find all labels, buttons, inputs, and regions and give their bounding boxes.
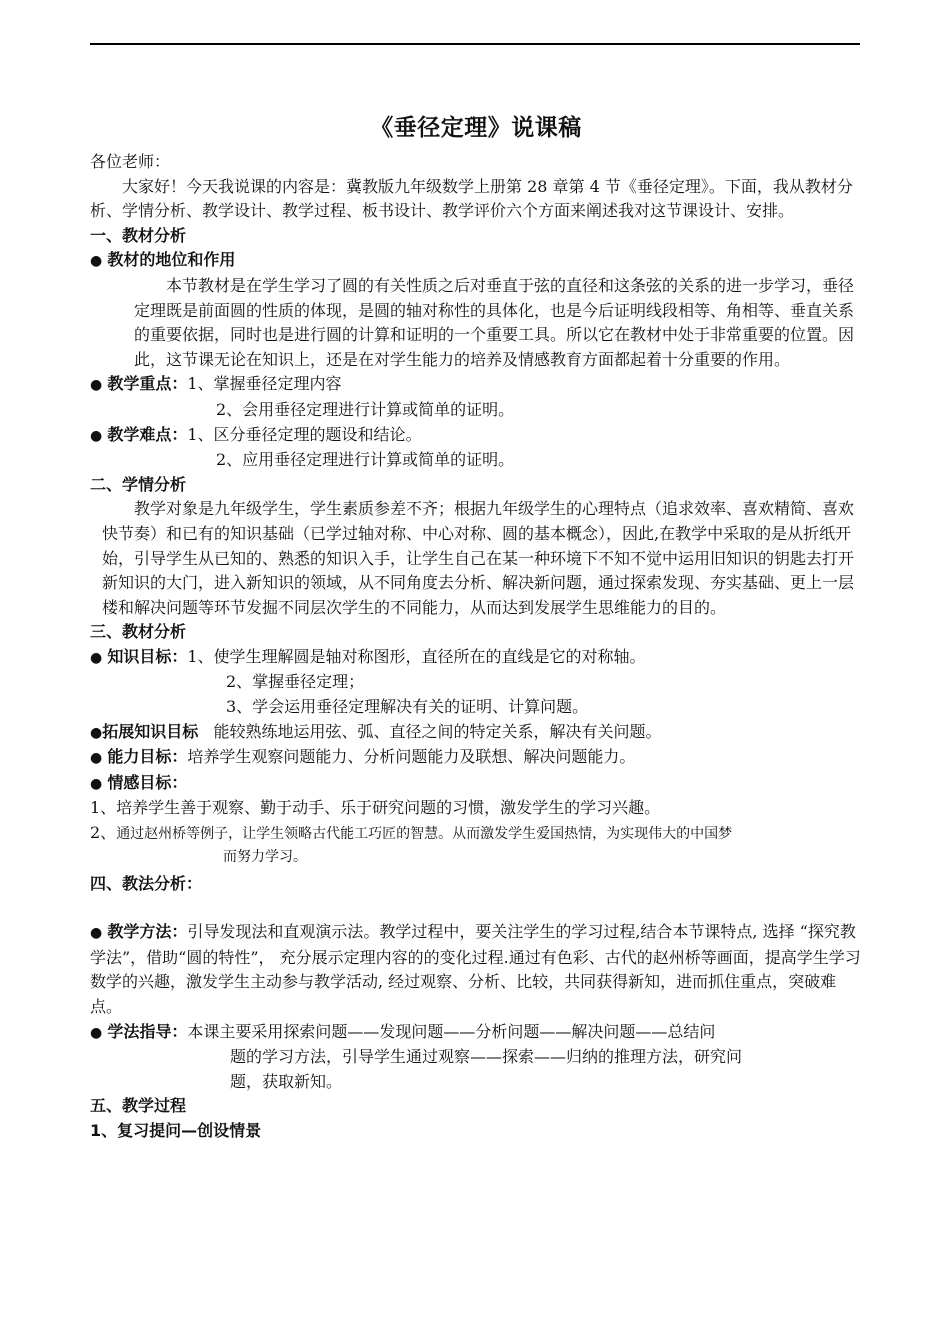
study-guide-line-2: 题的学习方法，引导学生通过观察——探索——归纳的推理方法，研究问	[230, 1047, 743, 1067]
knowledge-goal-label: 知识目标：	[107, 646, 188, 666]
emotion-goal-label: 情感目标：	[107, 772, 188, 792]
bullet-icon: ●	[90, 377, 103, 394]
emotion-goal-2-text: 通过赵州桥等例子，让学生领略古代能工巧匠的智慧。从而激发学生爱国热情，为实现伟大的中国梦	[116, 826, 733, 843]
study-guide-line-3: 题，获取新知。	[230, 1071, 343, 1091]
difficult-points-label: 教学难点：	[107, 424, 188, 444]
section-4-heading: 四、教法分析：	[90, 873, 203, 893]
teaching-method-paragraph	[90, 920, 862, 1019]
key-points-label: 教学重点：	[107, 374, 188, 394]
header-rule	[90, 43, 860, 45]
bullet-icon: ●	[90, 1024, 103, 1041]
bullet-icon: ●	[90, 724, 103, 741]
key-point-2: 2、会用垂径定理进行计算或简单的证明。	[216, 399, 515, 419]
bullet-icon: ●	[90, 750, 103, 767]
knowledge-goal-row	[90, 645, 862, 671]
teaching-method-text: 引导发现法和直观演示法。教学过程中，要关注学生的学习过程,结合本节课特点, 选择 “探究教学法”，借助“圆的特性”， 充分展示定理内容的的变化过程.通过有色彩、古代的赵州桥等画面，提高学生学习数学的兴趣，激发学生主动参与教学活动, 经过观察、分析、比较，共同获得新知，进而抓住重点，突破难点。	[90, 922, 861, 1016]
extend-goal-label: 拓展知识目标	[102, 721, 199, 741]
knowledge-goal-3: 3、学会运用垂径定理解决有关的证明、计算问题。	[226, 697, 589, 717]
ability-goal-text: 培养学生观察问题能力、分析问题能力及联想、解决问题能力。	[187, 747, 636, 767]
key-point-1: 1、掌握垂径定理内容	[187, 374, 342, 394]
learner-analysis-paragraph: 教学对象是九年级学生，学生素质参差不齐；根据九年级学生的心理特点（追求效率、喜欢精简、喜欢快节奏）和已有的知识基础（已学过轴对称、中心对称、圆的基本概念），因此,在教学中采取的是从折纸开始，引导学生从已知的、熟悉的知识入手，让学生自己在某一种环境下不知不觉中运用旧知识的钥匙去打开新知识的大门，进入新知识的领域，从不同角度去分析、解决新问题，通过探索发现、夯实基础、更上一层楼和解决问题等环节发掘不同层次学生的不同能力，从而达到发展学生思维能力的目的。	[102, 499, 855, 617]
study-guide-label: 学法指导：	[107, 1021, 188, 1041]
document-body	[90, 112, 862, 1144]
greeting: 各位老师：	[90, 152, 171, 171]
knowledge-goal-2: 2、掌握垂径定理；	[226, 672, 365, 692]
difficult-point-2: 2、应用垂径定理进行计算或简单的证明。	[216, 450, 515, 470]
emotion-goal-2-cont: 而努力学习。	[223, 848, 307, 865]
ability-goal-label: 能力目标：	[107, 747, 188, 767]
emotion-goal-2-row	[90, 821, 862, 846]
bullet-icon: ●	[90, 427, 103, 444]
status-block	[90, 274, 862, 372]
extend-goal-row	[90, 720, 862, 746]
learner-analysis-block	[90, 497, 862, 620]
status-title-row	[90, 248, 862, 274]
emotion-goal-2-number: 2、	[90, 823, 117, 843]
section-5-sub-1: 1、复习提问—创设情景	[90, 1120, 262, 1140]
page-title: 《垂径定理》说课稿	[370, 115, 582, 141]
spacer	[90, 896, 862, 920]
intro-paragraph: 大家好！今天我说课的内容是：冀教版九年级数学上册第 28 章第 4 节《垂径定理》。下面，我从教材分析、学情分析、教学设计、教学过程、板书设计、教学评价六个方面来阐述我对这节课设计、安排。	[90, 176, 853, 221]
study-guide-row	[90, 1020, 862, 1046]
bullet-icon: ●	[90, 775, 103, 792]
ability-goal-row	[90, 745, 862, 771]
section-1-heading: 一、教材分析	[90, 225, 187, 245]
difficult-points-row	[90, 423, 862, 449]
status-title: 教材的地位和作用	[107, 250, 236, 270]
key-points-row	[90, 372, 862, 398]
bullet-icon: ●	[90, 925, 103, 942]
status-paragraph: 本节教材是在学生学习了圆的有关性质之后对垂直于弦的直径和这条弦的关系的进一步学习，垂径定理既是前面圆的性质的体现，是圆的轴对称性的具体化，也是今后证明线段相等、角相等、垂直关系的重要依据，同时也是进行圆的计算和证明的一个重要工具。所以它在教材中处于非常重要的位置。因此，这节课无论在知识上，还是在对学生能力的培养及情感教育方面都起着十分重要的作用。	[134, 275, 855, 369]
knowledge-goal-1: 1、使学生理解圆是轴对称图形，直径所在的直线是它的对称轴。	[187, 646, 646, 666]
study-guide-line-1: 本课主要采用探索问题——发现问题——分析问题——解决问题——总结问	[187, 1021, 716, 1041]
difficult-point-1: 1、区分垂径定理的题设和结论。	[187, 424, 422, 444]
section-5-heading: 五、教学过程	[90, 1096, 187, 1116]
extend-goal-text: 能较熟练地运用弦、弧、直径之间的特定关系，解决有关问题。	[213, 721, 662, 741]
bullet-icon: ●	[90, 253, 103, 270]
teaching-method-label: 教学方法：	[107, 922, 188, 942]
emotion-goal-row	[90, 771, 862, 797]
section-3-heading: 三、教材分析	[90, 622, 187, 642]
section-2-heading: 二、学情分析	[90, 474, 187, 494]
bullet-icon: ●	[90, 649, 103, 666]
emotion-goal-1: 1、培养学生善于观察、勤于动手、乐于研究问题的习惯，激发学生的学习兴趣。	[90, 798, 661, 818]
